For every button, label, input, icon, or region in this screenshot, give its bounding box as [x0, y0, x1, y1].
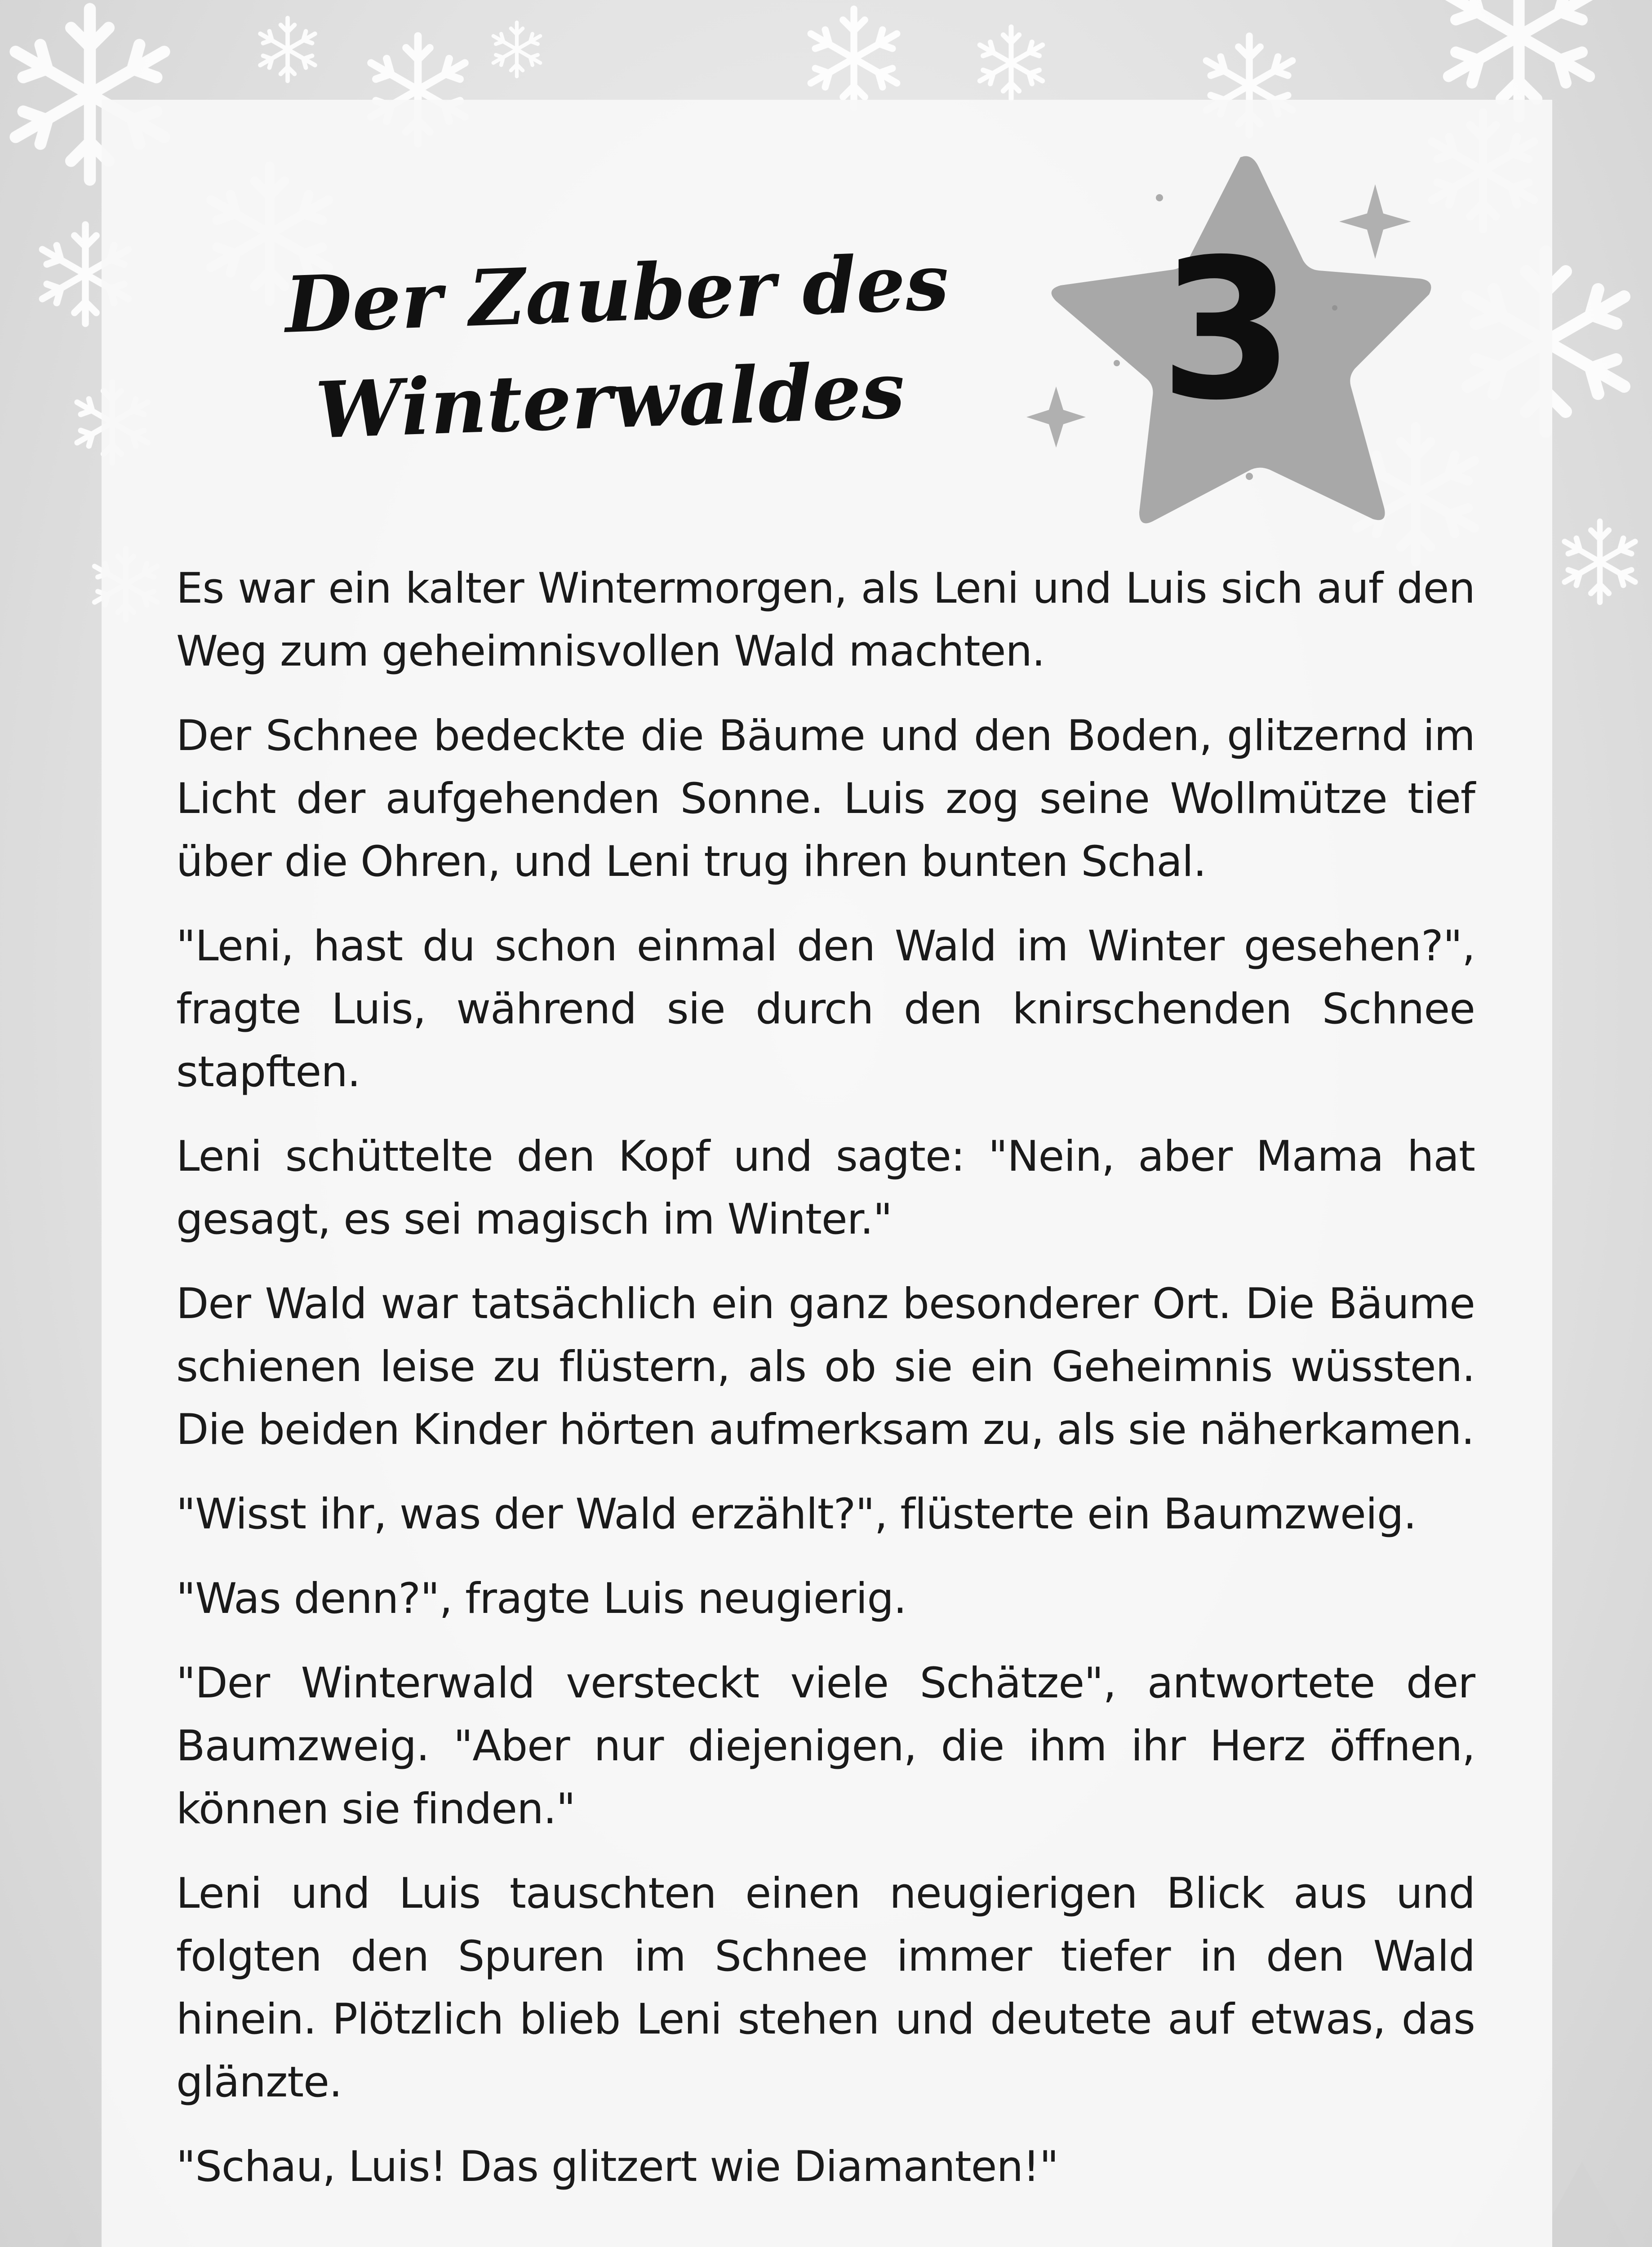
paragraph: "Was denn?", fragte Luis neugierig. — [176, 1574, 906, 1623]
paragraph: Der Schnee bedeckte die Bäume und den Boden, glitzernd im Licht der aufgehenden Sonne. Luis zog seine Wollmütze tief über die Ohren, und Leni trug ihren bunten Schal. — [176, 711, 1475, 886]
paragraph: Leni und Luis tauschten einen neugierigen Blick aus und folgten den Spuren im Schnee immer tiefer in den Wald hinein. Plötzlich blieb Leni stehen und deutete auf etwas, das glänzte. — [176, 1869, 1475, 2107]
paragraph: Es war ein kalter Wintermorgen, als Leni und Luis sich auf den Weg zum geheimnisvollen Wald machten. — [176, 564, 1475, 676]
paragraph: "Wisst ihr, was der Wald erzählt?", flüsterte ein Baumzweig. — [176, 1490, 1417, 1539]
page-title — [283, 224, 1077, 465]
title-line-1: Der Zauber des — [283, 236, 950, 351]
paragraph: Leni schüttelte den Kopf und sagte: "Nein, aber Mama hat gesagt, es sei magisch im Winter." — [176, 1132, 1475, 1244]
title-line-2: Winterwaldes — [314, 344, 906, 456]
paragraph: Der Wald war tatsächlich ein ganz besonderer Ort. Die Bäume schienen leise zu flüstern, als ob sie ein Geheimnis wüssten. Die beiden Kinder hörten aufmerksam zu, als sie näherkamen. — [176, 1279, 1475, 1454]
paragraph: "Schau, Luis! Das glitzert wie Diamanten!" — [176, 2142, 1058, 2191]
paragraph: "Leni, hast du schon einmal den Wald im Winter gesehen?", fragte Luis, während sie durch den knirschenden Schnee stapften. — [176, 922, 1475, 1097]
story-text — [176, 557, 1475, 2220]
paragraph: "Der Winterwald versteckt viele Schätze", antwortete der Baumzweig. "Aber nur diejenigen, die ihm ihr Herz öffnen, können sie finden." — [176, 1659, 1475, 1834]
chapter-number: 3 — [1159, 218, 1294, 443]
